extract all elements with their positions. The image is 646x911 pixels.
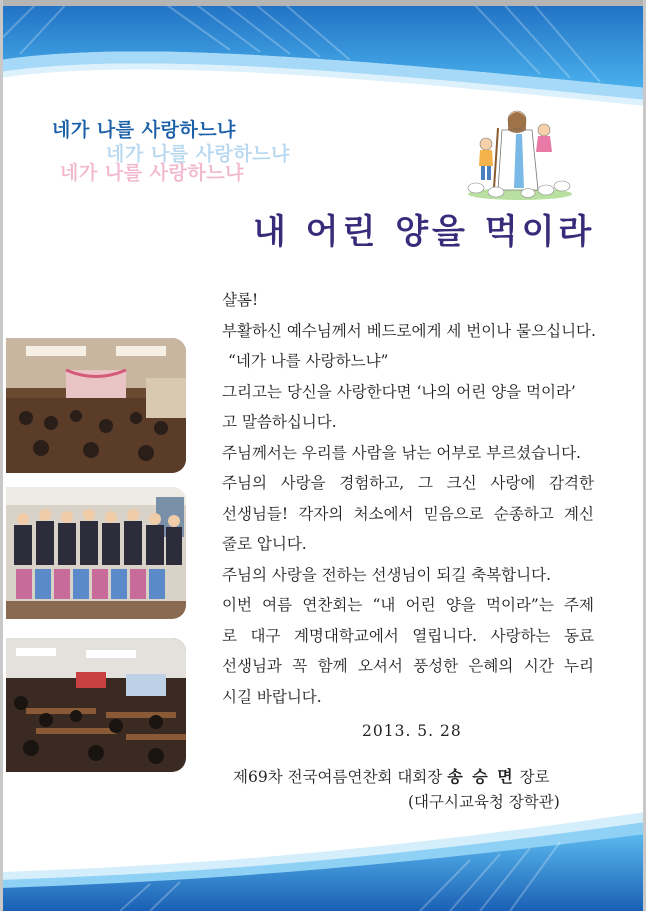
subtitle-line-2: 네가 나를 사랑하느냐 (106, 143, 290, 165)
signature-line (233, 764, 550, 787)
letter-line: 로 대구 계명대학교에서 열립니다. 사랑하는 동료 (222, 626, 594, 645)
letter-body (222, 285, 594, 712)
letter-line: 그리고는 당신을 사랑한다면 ‘나의 어린 양을 먹이라’ (222, 382, 576, 401)
letter-line: 줄로 압니다. (222, 535, 307, 553)
subtitle-line-3: 네가 나를 사랑하느냐 (60, 162, 244, 184)
jesus-shepherd-illustration (462, 100, 574, 202)
group-photo (6, 487, 186, 619)
letter-line: 선생님들! 각자의 처소에서 믿음으로 순종하고 계신 (222, 504, 594, 523)
letter-line: 부활하신 예수님께서 베드로에게 세 번이나 물으십니다. (222, 321, 596, 340)
left-edge (0, 0, 3, 911)
letter-date: 2013. 5. 28 (362, 722, 462, 740)
letter-line: 시길 바랍니다. (222, 687, 322, 706)
signature-name: 송 승 면 (447, 767, 515, 786)
letter-line: 주님의 사랑을 전하는 선생님이 되길 축복합니다. (222, 565, 552, 584)
letter-line: 고 말씀하십니다. (222, 413, 337, 431)
top-banner (0, 0, 646, 106)
letter-line: 이번 여름 연찬회는 “내 어린 양을 먹이라”는 주제 (222, 596, 594, 614)
seminar-room-photo (6, 638, 186, 772)
letter-line: 주님의 사랑을 경험하고, 그 크신 사랑에 감격한 (222, 474, 594, 492)
signature-prefix: 제69차 전국여름연찬회 대회장 (233, 768, 443, 786)
bottom-banner (0, 812, 646, 911)
letter-line: 샬롬! (222, 291, 259, 309)
signature-affiliation: (대구시교육청 장학관) (408, 793, 560, 811)
conference-hall-photo (6, 338, 186, 473)
letter-line: “네가 나를 사랑하느냐” (228, 352, 389, 370)
letter-line: 선생님과 꼭 함께 오셔서 풍성한 은혜의 시간 누리 (222, 657, 594, 675)
main-title: 내 어린 양을 먹이라 (253, 212, 596, 252)
letter-line: 주님께서는 우리를 사람을 낚는 어부로 부르셨습니다. (222, 443, 581, 462)
subtitle-line-1: 네가 나를 사랑하느냐 (52, 119, 236, 141)
signature-suffix: 장로 (519, 768, 550, 786)
